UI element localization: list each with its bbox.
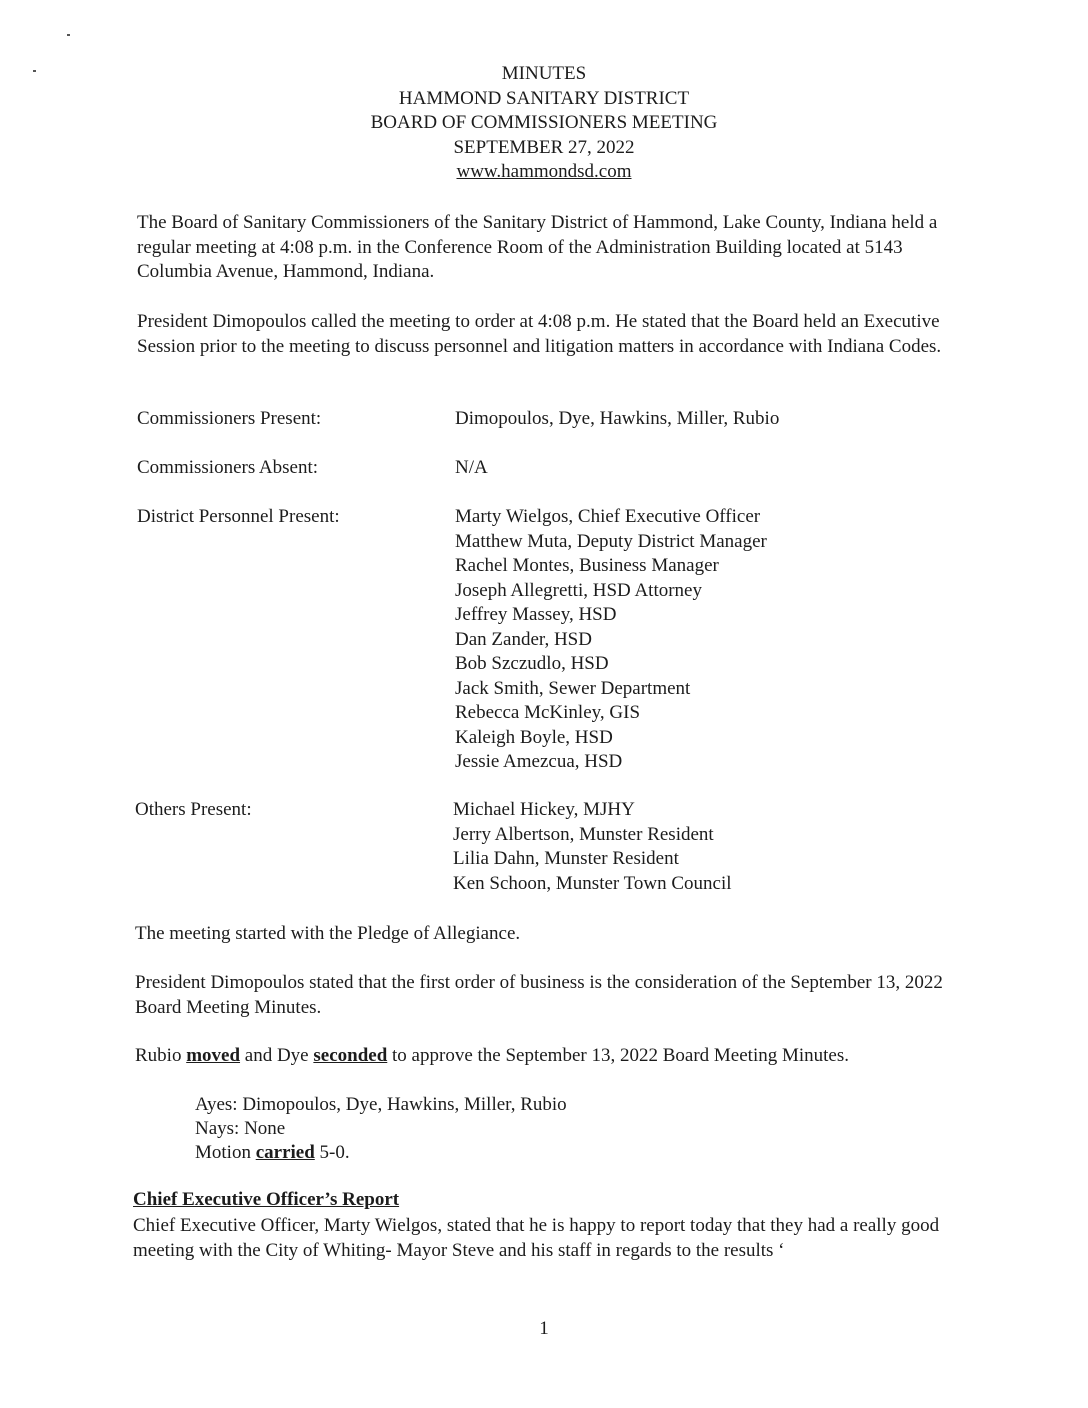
moved-keyword: moved xyxy=(186,1045,241,1066)
list-item: Michael Hickey, MJHY xyxy=(453,799,635,820)
seconded-keyword: seconded xyxy=(313,1045,388,1066)
list-item: Lilia Dahn, Munster Resident xyxy=(453,848,679,869)
header-title: MINUTES xyxy=(501,63,587,84)
list-item: Jessie Amezcua, HSD xyxy=(455,751,623,772)
motion-mover: Rubio xyxy=(135,1045,182,1066)
vote-ayes: Ayes: Dimopoulos, Dye, Hawkins, Miller, Rubio xyxy=(195,1094,567,1115)
vote-nays: Nays: None xyxy=(195,1118,286,1139)
list-item: Jeffrey Massey, HSD xyxy=(455,604,617,625)
list-item: Joseph Allegretti, HSD Attorney xyxy=(455,579,702,601)
motion-seconder: and Dye xyxy=(244,1045,309,1066)
motion-paragraph xyxy=(135,1044,985,1069)
list-item: Jack Smith, Sewer Department xyxy=(455,677,691,699)
list-item: Jerry Albertson, Munster Resident xyxy=(453,823,714,845)
list-item: Matthew Muta, Deputy District Manager xyxy=(455,530,767,552)
list-item: Rebecca McKinley, GIS xyxy=(455,702,641,723)
list-item: Rachel Montes, Business Manager xyxy=(455,555,719,576)
carried-keyword: carried xyxy=(255,1142,315,1163)
header-organization: HAMMOND SANITARY DISTRICT xyxy=(398,87,690,109)
header-meeting-type: BOARD OF COMMISSIONERS MEETING xyxy=(370,112,718,133)
commissioners-absent-value: N/A xyxy=(455,457,488,478)
motion-word: Motion xyxy=(195,1142,251,1163)
scan-speck xyxy=(67,34,70,36)
list-item: Dan Zander, HSD xyxy=(455,628,592,650)
list-item: Bob Szczudlo, HSD xyxy=(455,653,609,674)
list-item: Kaleigh Boyle, HSD xyxy=(455,726,613,748)
commissioners-absent-label: Commissioners Absent: xyxy=(137,457,319,478)
others-present-label: Others Present: xyxy=(135,799,252,820)
header-date: SEPTEMBER 27, 2022 xyxy=(453,136,635,158)
ceo-report-paragraph: Chief Executive Officer, Marty Wielgos, stated that he is happy to report today that they had a really good meeting with the City of Whiting- Mayor Steve and his staff in regards to the results ‘ xyxy=(133,1215,940,1261)
document-header xyxy=(0,62,1088,185)
vote-result xyxy=(195,1141,350,1166)
district-personnel-list xyxy=(455,505,767,775)
vote-tally: 5-0. xyxy=(319,1142,350,1163)
header-website-link[interactable]: www.hammondsd.com xyxy=(456,161,632,182)
pledge-paragraph: The meeting started with the Pledge of Allegiance. xyxy=(135,923,521,944)
first-business-paragraph: President Dimopoulos stated that the first order of business is the consideration of the September 13, 2022 Board Meeting Minutes. xyxy=(135,972,943,1018)
list-item: Ken Schoon, Munster Town Council xyxy=(453,872,732,894)
list-item: Marty Wielgos, Chief Executive Officer xyxy=(455,506,761,527)
commissioners-present-label: Commissioners Present: xyxy=(137,408,322,429)
commissioners-present-value: Dimopoulos, Dye, Hawkins, Miller, Rubio xyxy=(455,408,780,429)
ceo-report-heading: Chief Executive Officer’s Report xyxy=(133,1189,400,1210)
intro-paragraph: The Board of Sanitary Commissioners of the Sanitary District of Hammond, Lake County, Indiana held a regular meeting at 4:08 p.m. in the Conference Room of the Administration Building located at 5143 Columbia Avenue, Hammond, Indiana. xyxy=(137,212,938,282)
call-to-order-paragraph: President Dimopoulos called the meeting to order at 4:08 p.m. He stated that the Board held an Executive Session prior to the meeting to discuss personnel and litigation matters in accordance with Indiana Codes. xyxy=(137,311,942,357)
page-number: 1 xyxy=(539,1318,549,1339)
motion-text: to approve the September 13, 2022 Board Meeting Minutes. xyxy=(392,1045,849,1066)
district-personnel-label: District Personnel Present: xyxy=(137,506,340,527)
others-present-list xyxy=(453,798,732,896)
